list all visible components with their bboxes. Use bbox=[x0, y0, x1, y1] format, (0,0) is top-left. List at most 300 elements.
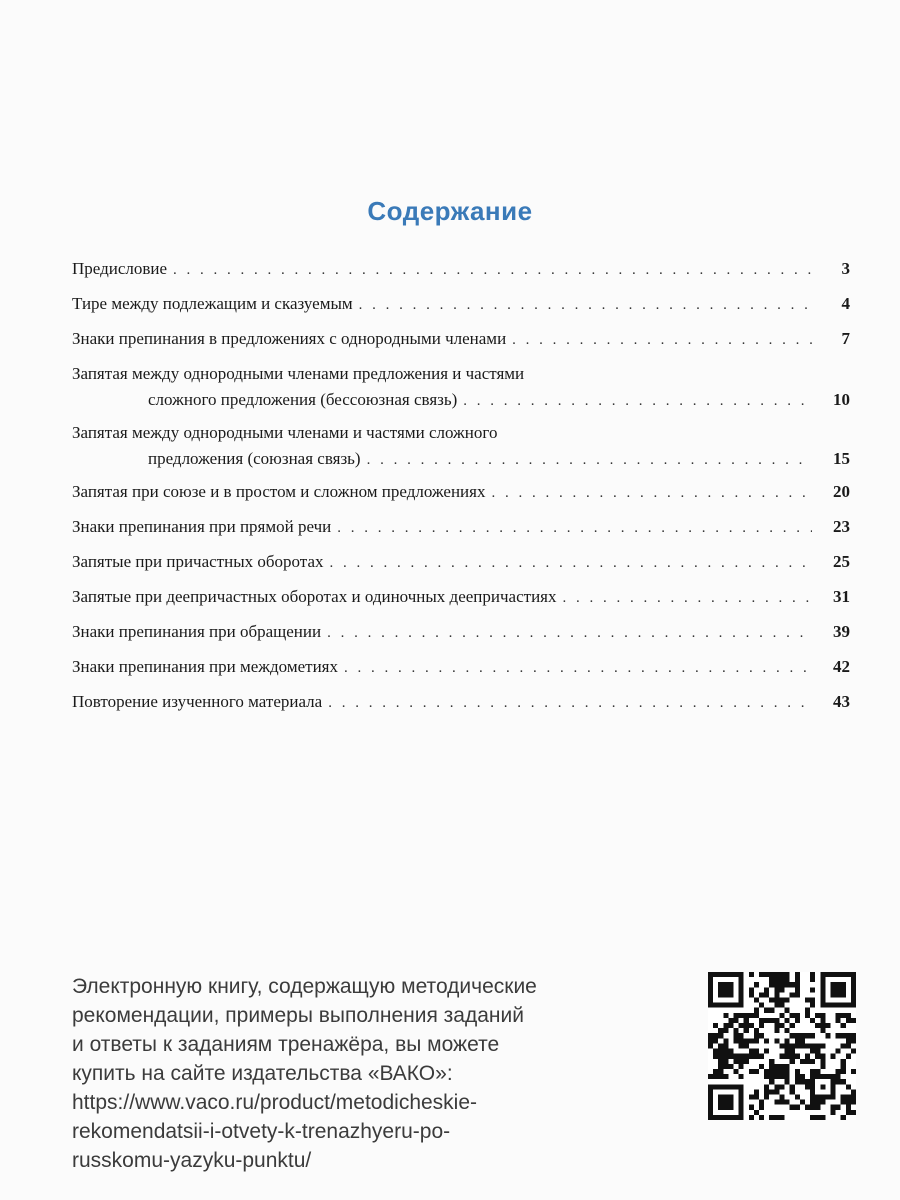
qr-module bbox=[734, 1033, 739, 1038]
qr-module bbox=[825, 1094, 830, 1099]
qr-module bbox=[841, 982, 846, 987]
qr-module bbox=[825, 1033, 830, 1038]
qr-module bbox=[851, 987, 856, 992]
qr-module bbox=[800, 1100, 805, 1105]
qr-module bbox=[815, 1094, 820, 1099]
qr-module bbox=[810, 1079, 815, 1084]
toc-entry[interactable] bbox=[72, 291, 850, 318]
qr-module bbox=[723, 1094, 728, 1099]
qr-module bbox=[749, 1105, 754, 1110]
qr-module bbox=[795, 982, 800, 987]
qr-module bbox=[815, 1069, 820, 1074]
qr-module bbox=[785, 982, 790, 987]
qr-module bbox=[830, 982, 835, 987]
qr-module bbox=[718, 1100, 723, 1105]
qr-module bbox=[769, 1059, 774, 1064]
qr-module bbox=[723, 1013, 728, 1018]
qr-module bbox=[764, 1094, 769, 1099]
qr-module bbox=[779, 1054, 784, 1059]
qr-module bbox=[774, 1064, 779, 1069]
qr-module bbox=[769, 1089, 774, 1094]
qr-module bbox=[785, 1049, 790, 1054]
qr-module bbox=[713, 1003, 718, 1008]
qr-module bbox=[841, 1013, 846, 1018]
qr-module bbox=[723, 1003, 728, 1008]
toc-entry[interactable] bbox=[72, 514, 850, 541]
qr-module bbox=[764, 1018, 769, 1023]
qr-module bbox=[841, 1023, 846, 1028]
qr-module bbox=[708, 1105, 713, 1110]
page-title: Содержание bbox=[367, 196, 533, 226]
qr-module bbox=[723, 1115, 728, 1120]
qr-module bbox=[728, 1064, 733, 1069]
qr-module bbox=[769, 1064, 774, 1069]
toc-page-number: 23 bbox=[833, 517, 850, 536]
qr-module bbox=[728, 1115, 733, 1120]
qr-module bbox=[754, 1038, 759, 1043]
qr-module bbox=[728, 1018, 733, 1023]
qr-module bbox=[785, 1054, 790, 1059]
qr-module bbox=[820, 1054, 825, 1059]
toc-entry[interactable] bbox=[72, 689, 850, 716]
qr-module bbox=[728, 1003, 733, 1008]
qr-module bbox=[815, 1013, 820, 1018]
qr-module bbox=[734, 1084, 739, 1089]
qr-module bbox=[846, 972, 851, 977]
promo-line: рекомендации, примеры выполнения заданий bbox=[72, 1004, 524, 1027]
qr-module bbox=[723, 1023, 728, 1028]
qr-module bbox=[759, 1115, 764, 1120]
qr-module bbox=[754, 1033, 759, 1038]
qr-module bbox=[769, 1018, 774, 1023]
qr-module bbox=[708, 1089, 713, 1094]
qr-module bbox=[754, 1008, 759, 1013]
qr-module bbox=[851, 972, 856, 977]
qr-module bbox=[759, 1023, 764, 1028]
qr-module bbox=[810, 1074, 815, 1079]
qr-module bbox=[728, 1049, 733, 1054]
qr-module bbox=[810, 1094, 815, 1099]
qr-module bbox=[713, 1038, 718, 1043]
qr-module bbox=[749, 1013, 754, 1018]
qr-module bbox=[790, 1105, 795, 1110]
qr-module bbox=[759, 1018, 764, 1023]
qr-module bbox=[774, 1100, 779, 1105]
qr-module bbox=[846, 1043, 851, 1048]
qr-module bbox=[739, 1064, 744, 1069]
qr-module bbox=[769, 998, 774, 1003]
qr-module bbox=[841, 1115, 846, 1120]
qr-module bbox=[744, 1054, 749, 1059]
qr-module bbox=[723, 1084, 728, 1089]
qr-module bbox=[820, 987, 825, 992]
qr-module bbox=[779, 1043, 784, 1048]
qr-module bbox=[820, 1003, 825, 1008]
toc-entry-title-continued: сложного предложения (бессоюзная связь) bbox=[148, 390, 458, 409]
qr-module bbox=[790, 982, 795, 987]
qr-module bbox=[734, 1038, 739, 1043]
qr-module bbox=[841, 1079, 846, 1084]
qr-module bbox=[830, 1054, 835, 1059]
qr-module bbox=[779, 1064, 784, 1069]
qr-module bbox=[718, 1054, 723, 1059]
toc-dot-leader bbox=[337, 515, 812, 541]
qr-module bbox=[805, 1105, 810, 1110]
qr-module bbox=[795, 1043, 800, 1048]
promo-line: купить на сайте издательства «ВАКО»: bbox=[72, 1062, 453, 1085]
qr-module bbox=[754, 1094, 759, 1099]
qr-module bbox=[779, 1003, 784, 1008]
qr-module bbox=[734, 1013, 739, 1018]
qr-module bbox=[739, 1033, 744, 1038]
qr-module bbox=[820, 1018, 825, 1023]
qr-module bbox=[744, 1038, 749, 1043]
qr-module bbox=[785, 1038, 790, 1043]
qr-module bbox=[764, 1049, 769, 1054]
qr-module bbox=[830, 1003, 835, 1008]
qr-module bbox=[836, 1033, 841, 1038]
qr-module bbox=[825, 972, 830, 977]
toc-entry-title: Тире между подлежащим и сказуемым bbox=[72, 294, 353, 313]
qr-module bbox=[846, 1100, 851, 1105]
qr-module bbox=[805, 1059, 810, 1064]
qr-module bbox=[723, 1064, 728, 1069]
qr-module bbox=[723, 982, 728, 987]
promo-url-line[interactable]: https://www.vaco.ru/product/metodicheskie- bbox=[72, 1091, 478, 1114]
qr-module bbox=[795, 1038, 800, 1043]
qr-module bbox=[759, 1003, 764, 1008]
qr-module bbox=[825, 1003, 830, 1008]
qr-module bbox=[841, 987, 846, 992]
qr-module bbox=[728, 992, 733, 997]
qr-module bbox=[841, 1003, 846, 1008]
qr-module bbox=[739, 1094, 744, 1099]
qr-module bbox=[790, 1013, 795, 1018]
toc-entry-title: Знаки препинания при прямой речи bbox=[72, 517, 332, 536]
qr-module bbox=[754, 1013, 759, 1018]
qr-module bbox=[718, 1028, 723, 1033]
qr-module bbox=[718, 1069, 723, 1074]
qr-module bbox=[769, 1008, 774, 1013]
qr-module bbox=[779, 1023, 784, 1028]
qr-module bbox=[749, 1115, 754, 1120]
qr-module bbox=[728, 982, 733, 987]
qr-module bbox=[774, 982, 779, 987]
qr-module bbox=[764, 1038, 769, 1043]
qr-module bbox=[708, 982, 713, 987]
toc-page-number: 25 bbox=[833, 552, 850, 571]
ebook-promo-text bbox=[72, 972, 672, 1175]
qr-module bbox=[846, 1003, 851, 1008]
toc-entry-title: Знаки препинания при междометиях bbox=[72, 657, 338, 676]
qr-module bbox=[851, 1094, 856, 1099]
qr-module bbox=[713, 972, 718, 977]
qr-module bbox=[830, 987, 835, 992]
qr-module bbox=[739, 1003, 744, 1008]
qr-module bbox=[795, 977, 800, 982]
qr-module bbox=[841, 972, 846, 977]
promo-url-line[interactable]: rekomendatsii-i-otvety-k-trenazhyeru-po- bbox=[72, 1120, 451, 1143]
qr-module bbox=[790, 1059, 795, 1064]
toc-entry[interactable] bbox=[72, 619, 850, 646]
qr-module bbox=[805, 1054, 810, 1059]
qr-module bbox=[728, 1094, 733, 1099]
qr-module bbox=[830, 1105, 835, 1110]
qr-module bbox=[718, 972, 723, 977]
toc-entry[interactable] bbox=[72, 361, 850, 414]
qr-module bbox=[785, 1008, 790, 1013]
qr-module bbox=[749, 1023, 754, 1028]
qr-module bbox=[723, 1105, 728, 1110]
promo-url-line[interactable]: russkomu-yazyku-punktu/ bbox=[72, 1149, 312, 1172]
qr-module bbox=[836, 1079, 841, 1084]
qr-module bbox=[744, 1043, 749, 1048]
qr-module bbox=[820, 1100, 825, 1105]
qr-module bbox=[718, 1059, 723, 1064]
qr-module bbox=[830, 1110, 835, 1115]
toc-entry[interactable] bbox=[72, 654, 850, 681]
qr-module bbox=[830, 992, 835, 997]
qr-module bbox=[790, 1043, 795, 1048]
qr-module bbox=[769, 982, 774, 987]
toc-entry-title: Знаки препинания в предложениях с однородными членами bbox=[72, 329, 507, 348]
toc-page-number: 20 bbox=[833, 482, 850, 501]
qr-module bbox=[785, 1069, 790, 1074]
qr-module bbox=[749, 1094, 754, 1099]
toc-page-number: 7 bbox=[841, 329, 850, 348]
qr-module bbox=[779, 1069, 784, 1074]
toc-entry[interactable] bbox=[72, 420, 850, 473]
qr-module bbox=[749, 992, 754, 997]
promo-line: Электронную книгу, содержащую методические bbox=[72, 975, 537, 998]
qr-module bbox=[785, 1079, 790, 1084]
qr-module bbox=[764, 1069, 769, 1074]
qr-module bbox=[800, 1043, 805, 1048]
toc-page-number: 15 bbox=[833, 449, 850, 468]
qr-module bbox=[739, 982, 744, 987]
toc-page-number: 42 bbox=[833, 657, 850, 676]
qr-module bbox=[774, 992, 779, 997]
qr-module bbox=[723, 1043, 728, 1048]
qr-module bbox=[841, 992, 846, 997]
qr-module bbox=[779, 982, 784, 987]
toc-dot-leader bbox=[344, 655, 812, 681]
qr-module bbox=[820, 992, 825, 997]
qr-module bbox=[810, 1049, 815, 1054]
qr-module bbox=[805, 998, 810, 1003]
qr-module bbox=[779, 972, 784, 977]
qr-module bbox=[769, 977, 774, 982]
qr-module bbox=[846, 1110, 851, 1115]
qr-module bbox=[734, 1018, 739, 1023]
qr-module bbox=[846, 1018, 851, 1023]
qr-module bbox=[718, 982, 723, 987]
qr-module bbox=[718, 1115, 723, 1120]
qr-module bbox=[841, 1033, 846, 1038]
qr-module bbox=[744, 1023, 749, 1028]
qr-module bbox=[836, 1069, 841, 1074]
qr-module bbox=[708, 1074, 713, 1079]
qr-module bbox=[805, 1079, 810, 1084]
toc-entry[interactable] bbox=[72, 584, 850, 611]
qr-module bbox=[820, 1013, 825, 1018]
qr-module bbox=[718, 1043, 723, 1048]
qr-module bbox=[779, 1013, 784, 1018]
qr-module bbox=[785, 1028, 790, 1033]
qr-module bbox=[820, 1059, 825, 1064]
qr-module bbox=[815, 1023, 820, 1028]
qr-module bbox=[708, 977, 713, 982]
qr-module bbox=[800, 1033, 805, 1038]
toc-page-number: 39 bbox=[833, 622, 850, 641]
qr-module bbox=[708, 972, 713, 977]
qr-module bbox=[795, 1079, 800, 1084]
toc-dot-leader bbox=[512, 327, 812, 353]
qr-module bbox=[820, 972, 825, 977]
qr-module bbox=[739, 1110, 744, 1115]
qr-module bbox=[769, 1115, 774, 1120]
qr-module bbox=[708, 1043, 713, 1048]
qr-module bbox=[836, 992, 841, 997]
qr-module bbox=[713, 1054, 718, 1059]
qr-module bbox=[795, 1094, 800, 1099]
qr-module bbox=[851, 1018, 856, 1023]
qr-module bbox=[734, 1003, 739, 1008]
qr-module bbox=[790, 992, 795, 997]
qr-module bbox=[836, 1003, 841, 1008]
qr-module bbox=[749, 1054, 754, 1059]
qr-module bbox=[785, 998, 790, 1003]
toc-entry[interactable] bbox=[72, 479, 850, 506]
qr-module bbox=[800, 1038, 805, 1043]
qr-module bbox=[800, 1074, 805, 1079]
qr-module bbox=[764, 1008, 769, 1013]
qr-module bbox=[718, 992, 723, 997]
qr-module bbox=[779, 1084, 784, 1089]
toc-dot-leader bbox=[491, 480, 812, 506]
toc-entry[interactable] bbox=[72, 326, 850, 353]
qr-module bbox=[800, 1059, 805, 1064]
qr-module bbox=[785, 1100, 790, 1105]
qr-module bbox=[728, 972, 733, 977]
qr-module bbox=[728, 1100, 733, 1105]
qr-module bbox=[774, 1023, 779, 1028]
qr-module bbox=[851, 1110, 856, 1115]
qr-module bbox=[708, 998, 713, 1003]
qr-module bbox=[805, 1008, 810, 1013]
qr-module bbox=[734, 1059, 739, 1064]
qr-module bbox=[754, 1049, 759, 1054]
qr-module bbox=[836, 982, 841, 987]
qr-module bbox=[713, 1115, 718, 1120]
toc-entry-title: Запятые при причастных оборотах bbox=[72, 552, 324, 571]
toc-entry-title: Повторение изученного материала bbox=[72, 692, 323, 711]
qr-module bbox=[795, 1018, 800, 1023]
qr-module bbox=[708, 1100, 713, 1105]
qr-module bbox=[841, 1064, 846, 1069]
qr-module bbox=[795, 987, 800, 992]
qr-module bbox=[764, 972, 769, 977]
qr-module bbox=[851, 1089, 856, 1094]
qr-module bbox=[830, 1094, 835, 1099]
qr-module bbox=[836, 1049, 841, 1054]
qr-code-icon[interactable] bbox=[708, 972, 856, 1120]
qr-module bbox=[723, 992, 728, 997]
qr-module bbox=[708, 1084, 713, 1089]
qr-module bbox=[769, 972, 774, 977]
qr-module bbox=[795, 972, 800, 977]
qr-module bbox=[851, 1033, 856, 1038]
qr-module bbox=[718, 1105, 723, 1110]
qr-module bbox=[810, 1100, 815, 1105]
qr-module bbox=[820, 977, 825, 982]
qr-module bbox=[734, 1028, 739, 1033]
toc-entry[interactable] bbox=[72, 256, 850, 283]
qr-module bbox=[764, 1084, 769, 1089]
toc-entry-title: Предисловие bbox=[72, 259, 168, 278]
qr-module bbox=[728, 987, 733, 992]
qr-module bbox=[774, 1089, 779, 1094]
qr-module bbox=[815, 1115, 820, 1120]
qr-module bbox=[774, 1084, 779, 1089]
qr-module bbox=[779, 1100, 784, 1105]
qr-module bbox=[754, 1069, 759, 1074]
qr-module bbox=[810, 1084, 815, 1089]
qr-module bbox=[774, 1074, 779, 1079]
qr-module bbox=[841, 1043, 846, 1048]
qr-module bbox=[810, 977, 815, 982]
qr-module bbox=[774, 1069, 779, 1074]
qr-module bbox=[851, 1049, 856, 1054]
qr-module bbox=[790, 1054, 795, 1059]
qr-module bbox=[815, 1049, 820, 1054]
qr-module bbox=[744, 1018, 749, 1023]
qr-module bbox=[836, 1018, 841, 1023]
toc-dot-leader bbox=[330, 550, 813, 576]
qr-module bbox=[728, 1084, 733, 1089]
qr-module bbox=[785, 972, 790, 977]
qr-module bbox=[810, 998, 815, 1003]
qr-module bbox=[723, 1074, 728, 1079]
qr-module bbox=[739, 1074, 744, 1079]
qr-module bbox=[815, 1054, 820, 1059]
qr-module bbox=[790, 1023, 795, 1028]
qr-module bbox=[830, 1089, 835, 1094]
qr-module bbox=[708, 1110, 713, 1115]
qr-module bbox=[739, 977, 744, 982]
qr-module bbox=[790, 1084, 795, 1089]
qr-module bbox=[774, 1018, 779, 1023]
qr-module bbox=[785, 1018, 790, 1023]
qr-module bbox=[718, 1049, 723, 1054]
qr-module bbox=[739, 1038, 744, 1043]
qr-module bbox=[810, 1043, 815, 1048]
toc-entry[interactable] bbox=[72, 549, 850, 576]
qr-module bbox=[708, 1033, 713, 1038]
qr-module bbox=[718, 1084, 723, 1089]
qr-module bbox=[846, 1105, 851, 1110]
qr-module bbox=[846, 1094, 851, 1099]
qr-module bbox=[739, 1105, 744, 1110]
qr-module bbox=[795, 1033, 800, 1038]
qr-module bbox=[749, 987, 754, 992]
qr-module bbox=[820, 998, 825, 1003]
qr-module bbox=[820, 1043, 825, 1048]
qr-module bbox=[723, 1059, 728, 1064]
qr-module bbox=[754, 1028, 759, 1033]
qr-module bbox=[774, 977, 779, 982]
qr-module bbox=[805, 1033, 810, 1038]
